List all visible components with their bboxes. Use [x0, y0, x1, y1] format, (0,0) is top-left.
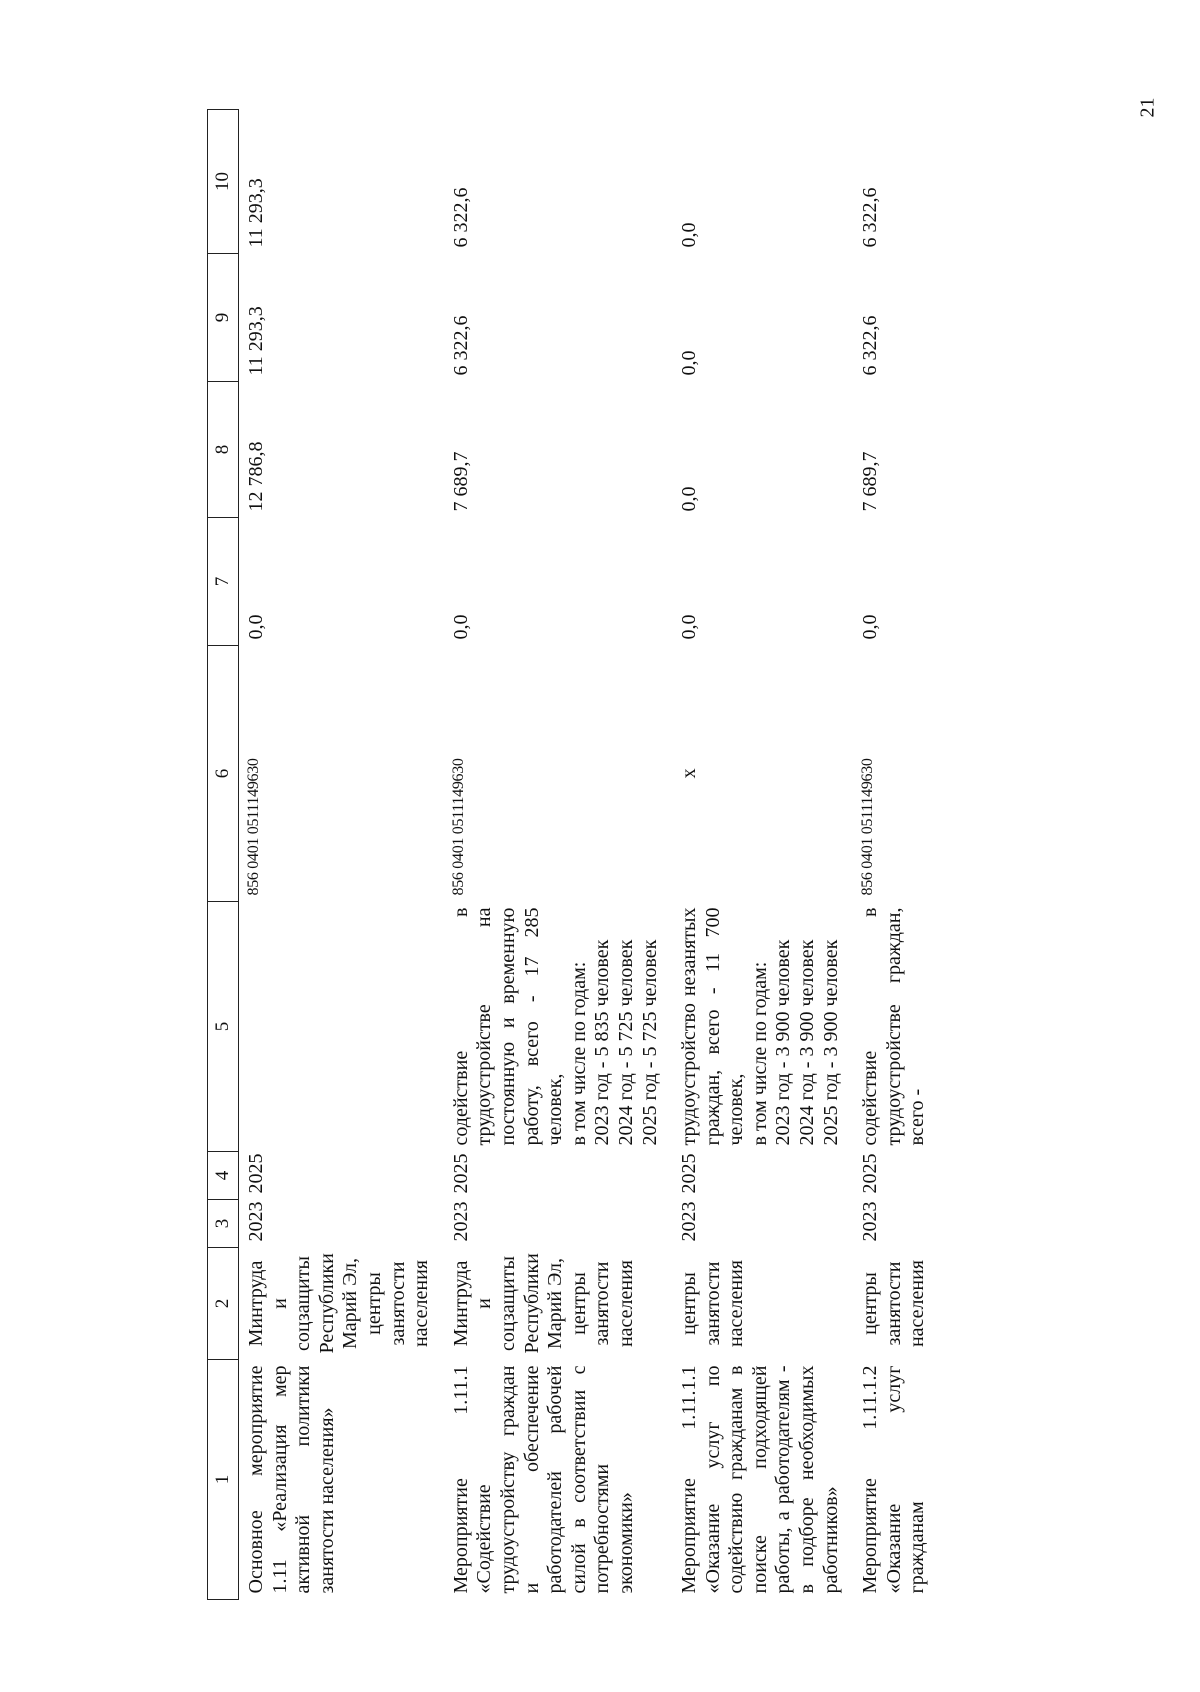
cell-budget-code: 856 0401 0511149630 — [449, 758, 467, 896]
cell-activity: Мероприятие 1.11.1.2 «Оказание услуг гражданам — [859, 1365, 929, 1594]
header-row — [208, 110, 239, 1600]
cell-value: 11 293,3 — [245, 306, 267, 376]
cell-budget-code: 856 0401 0511149630 — [859, 758, 877, 896]
page-number: 21 — [1136, 97, 1159, 118]
cell-value: 0,0 — [449, 614, 472, 640]
result-line: 2023 год - 3 900 человек — [772, 939, 795, 1146]
cell-result — [672, 902, 853, 1152]
result-line: 2023 год - 5 835 человек — [591, 939, 614, 1146]
cell-value: 0,0 — [859, 614, 882, 640]
cell-activity: Мероприятие 1.11.1 «Содействие трудоустройству граждан и обеспечение работодателей рабочей силой в соответствии с потребностями экономики» — [449, 1365, 637, 1594]
result-line: в том числе по годам: — [748, 961, 771, 1146]
cell-budget-code: x — [678, 768, 701, 779]
cell-value: 0,0 — [678, 486, 701, 512]
col-header: 10 — [208, 110, 239, 254]
cell-end-year: 2025 — [245, 1153, 267, 1194]
cell-value: 6 322,6 — [859, 187, 882, 248]
col-header: 3 — [208, 1200, 239, 1248]
result-line: в том числе по годам: — [567, 961, 590, 1146]
cell-start-year: 2023 — [859, 1201, 882, 1242]
cell-activity: Основное мероприятие 1.11 «Реализация мер активной политики занятости населения» — [245, 1365, 338, 1594]
cell-executor: Минтруда и соцзащиты Республики Марий Эл, центры занятости населения — [449, 1253, 637, 1354]
cell-executor: центры занятости населения — [678, 1259, 748, 1348]
cell-value: 6 322,6 — [449, 315, 472, 376]
cell-value: 7 689,7 — [859, 451, 882, 512]
cell-value: 0,0 — [678, 222, 701, 248]
col-header: 6 — [208, 646, 239, 902]
result-text: содействие в трудоустройстве на постоянную и временную работу, всего - 17 285 человек, — [449, 907, 567, 1146]
result-line: 2024 год - 3 900 человек — [796, 939, 819, 1146]
table-row — [853, 110, 940, 1600]
result-text: трудоустройство незанятых граждан, всего - 11 700 человек, — [678, 907, 748, 1146]
col-header: 8 — [208, 382, 239, 518]
cell-result — [444, 902, 672, 1152]
cell-end-year: 2025 — [678, 1153, 701, 1194]
table-row — [444, 110, 672, 1600]
cell-value: 0,0 — [245, 614, 267, 640]
cell-start-year: 2023 — [678, 1201, 701, 1242]
cell-value: 0,0 — [678, 614, 701, 640]
cell-result: содействие в трудоустройстве граждан, всего - — [859, 907, 929, 1146]
col-header: 7 — [208, 518, 239, 646]
col-header: 2 — [208, 1248, 239, 1360]
cell-start-year: 2023 — [245, 1201, 267, 1242]
cell-end-year: 2025 — [449, 1153, 472, 1194]
program-table — [207, 109, 940, 1600]
cell-value: 6 322,6 — [449, 187, 472, 248]
col-header: 9 — [208, 254, 239, 382]
table-row — [239, 110, 444, 1600]
cell-activity: Мероприятие 1.11.1.1 «Оказание услуг по содействию гражданам в поиске подходящей работы, а работодателям - в подборе необходимых работников» — [678, 1365, 842, 1594]
cell-executor: центры занятости населения — [859, 1259, 929, 1348]
col-header: 1 — [208, 1360, 239, 1600]
cell-value: 7 689,7 — [449, 451, 472, 512]
cell-start-year: 2023 — [449, 1201, 472, 1242]
col-header: 5 — [208, 902, 239, 1152]
cell-value: 0,0 — [678, 350, 701, 376]
rotated-table-container — [207, 110, 957, 1600]
cell-value: 11 293,3 — [245, 178, 267, 248]
cell-value: 6 322,6 — [859, 315, 882, 376]
cell-result — [239, 902, 444, 1152]
result-line: 2024 год - 5 725 человек — [614, 939, 637, 1146]
cell-end-year: 2025 — [859, 1153, 882, 1194]
table-row — [672, 110, 853, 1600]
cell-budget-code: 856 0401 0511149630 — [245, 758, 262, 896]
result-line: 2025 год - 3 900 человек — [819, 939, 842, 1146]
cell-value: 12 786,8 — [245, 441, 267, 512]
col-header: 4 — [208, 1152, 239, 1200]
result-line: 2025 год - 5 725 человек — [638, 939, 661, 1146]
cell-executor: Минтруда и соцзащиты Республики Марий Эл, центры занятости населения — [245, 1253, 433, 1354]
